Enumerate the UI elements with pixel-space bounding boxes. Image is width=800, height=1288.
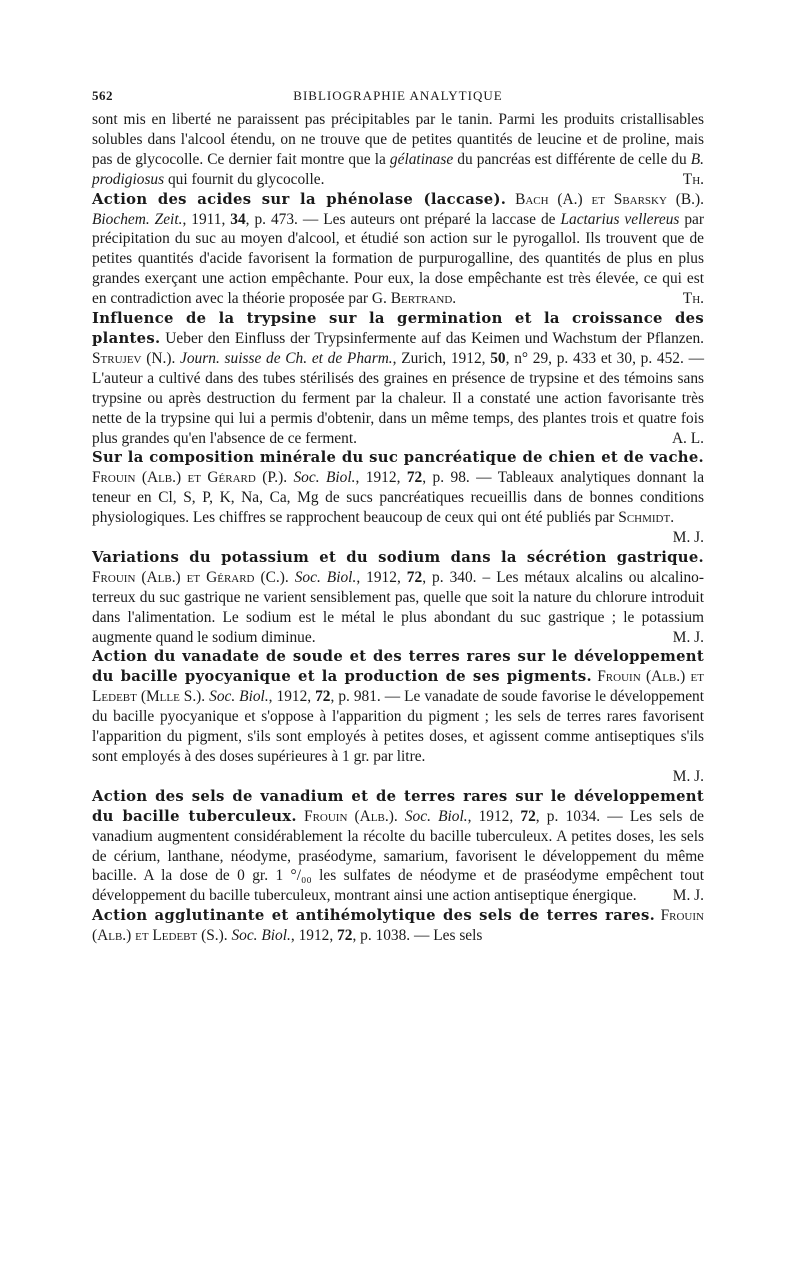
- entry-title: Action du vanadate de soude et des terres rares sur le développement du bacille pyocyanique et la production de ses pigments.: [92, 648, 704, 686]
- entry-authors: Frouin (Alb.) et Ledebt (S.).: [92, 907, 704, 945]
- entry-authors: Frouin (Alb.) et Gérard (P.).: [92, 469, 294, 487]
- signature: M. J.: [672, 767, 704, 785]
- signature: A. L.: [671, 429, 704, 447]
- entry-journal: Soc. Biol.: [209, 688, 269, 706]
- entry-title: Action agglutinante et antihémolytique des sels de terres rares.: [92, 907, 656, 925]
- bibliography-entry: Variations du potassium et du sodium dans la sécrétion gastrique. Frouin (Alb.) et Gérard (C.). Soc. Biol., 1912, 72, p. 340. – Les métaux alcalins ou alcalino-terreux du suc gastrique ne varient sensiblement pas, quelle que soit la nature du chlorure introduit dans l'alimentation. Le sodium est le métal le plus abondant du suc gastrique ; le potassium augmente quand le sodium diminue. M. J.: [92, 548, 704, 646]
- entry-title: Action des sels de vanadium et de terres rares sur le développement du bacille tuberculeux.: [92, 787, 704, 825]
- entry-volume: 72: [315, 688, 331, 706]
- bibliography-entry: Influence de la trypsine sur la germination et la croissance des plantes. Ueber den Einfluss der Trypsinfermente auf das Keimen und Wachstum der Pflanzen. Strujev (N.). Journ. suisse de Ch. et de Pharm., Zurich, 1912, 50, n° 29, p. 433 et 30, p. 452. — L'auteur a cultivé dans des tubes stérilisés des graines en présence de trypsine et des témoins sans trypsine ou après destruction du ferment par la chaleur. Il a constaté une action favorisante très nette de la trypsine qui lui a permis d'obtenir, dans un même temps, des plantes trois et quatre fois plus grandes qu'en l'absence de ce ferment. A. L.: [92, 310, 704, 447]
- entry-journal: Soc. Biol.: [293, 469, 356, 487]
- signature: M. J.: [672, 529, 704, 547]
- emphasis-gelatinase: gélatinase: [389, 150, 454, 168]
- entry-title: Influence de la trypsine sur la germination et la croissance des plantes.: [92, 310, 704, 347]
- body-text: [92, 110, 704, 946]
- entry-authors: Frouin (Alb.) et Ledebt (Mlle S.).: [92, 668, 704, 706]
- entry-species: Lactarius vellereus: [560, 210, 680, 228]
- cited-author: Bertrand: [390, 290, 453, 308]
- entry-title: Action des acides sur la phénolase (laccase).: [92, 190, 507, 208]
- entry-journal: Biochem. Zeit.: [92, 210, 183, 228]
- entry-journal: Soc. Biol.: [231, 927, 291, 945]
- entry-authors: Bach (A.) et Sbarsky (B.).: [506, 190, 704, 208]
- bibliography-entry: Action agglutinante et antihémolytique des sels de terres rares. Frouin (Alb.) et Ledebt (S.). Soc. Biol., 1912, 72, p. 1038. — Les sels: [92, 907, 704, 945]
- entry-volume: 50: [490, 349, 506, 367]
- entry-title: Sur la composition minérale du suc pancréatique de chien et de vache.: [92, 449, 704, 467]
- entry-authors: Strujev (N.).: [92, 349, 181, 367]
- signature: Th.: [682, 290, 704, 308]
- entry-authors: Frouin (Alb.) et Gérard (C.).: [92, 568, 295, 586]
- entry-volume: 34: [230, 210, 246, 228]
- entry-journal: Journ. suisse de Ch. et de Pharm.: [180, 349, 393, 367]
- entry-journal: Soc. Biol.: [404, 807, 468, 825]
- entry-volume: 72: [520, 807, 536, 825]
- entry-authors: Frouin (Alb.).: [296, 807, 405, 825]
- signature: Th.: [682, 170, 704, 188]
- bibliography-entry: Sur la composition minérale du suc pancréatique de chien et de vache. Frouin (Alb.) et Gérard (P.). Soc. Biol., 1912, 72, p. 98. — Tableaux analytiques donnant la teneur en Cl, S, P, K, Na, Ca, Mg de sucs pancréatiques recueillis dans de bonnes conditions physiologiques. Les chiffres se rapprochent beaucoup de ceux qui ont été publiés par Schmidt. M. J.: [92, 449, 705, 547]
- running-title: BIBLIOGRAPHIE ANALYTIQUE: [293, 88, 503, 103]
- running-head: [92, 84, 704, 110]
- entry-volume: 72: [406, 469, 423, 487]
- emphasis-species: B. prodigiosus: [92, 150, 704, 188]
- signature: M. J.: [672, 887, 704, 905]
- bibliography-entry: Action du vanadate de soude et des terres rares sur le développement du bacille pyocyanique et la production de ses pigments. Frouin (Alb.) et Ledebt (Mlle S.). Soc. Biol., 1912, 72, p. 981. — Le vanadate de soude favorise le développement du bacille pyocyanique et s'oppose à l'apparition du pigment ; les sels de terres rares favorisent l'apparition du pigment, s'ils sont employés à petites doses, et agissent comme antiseptiques s'ils sont employés à des doses supérieures à 1 gr. par litre.: [92, 648, 705, 765]
- bibliography-entry: Action des sels de vanadium et de terres rares sur le développement du bacille tuberculeux. Frouin (Alb.). Soc. Biol., 1912, 72, p. 1034. — Les sels de vanadium augmentent considérablement la récolte du bacille tuberculeux. A petites doses, les sels de cérium, lanthane, néodyme, praséodyme, samarium, favorisent le développement du même bacille. A la dose de 0 gr. 1 °/₀₀ les sulfates de néodyme et de praséodyme empêchent tout développement du bacille tuberculeux, montrant ainsi une action antiseptique énergique. M. J.: [92, 787, 705, 905]
- continuation-paragraph: sont mis en liberté ne paraissent pas précipitables par le tanin. Parmi les produits cristallisables solubles dans l'alcool étendu, on ne trouve que de petites quantités de leucine et de proline, mais pas de glycocolle. Ce dernier fait montre que la gélatinase du pancréas est différente de celle du B. prodigiosus qui fournit du glycocolle. Th.: [92, 111, 704, 188]
- entry-volume: 72: [337, 927, 353, 945]
- bibliography-entry: Action des acides sur la phénolase (laccase). Bach (A.) et Sbarsky (B.). Biochem. Zeit., 1911, 34, p. 473. — Les auteurs ont préparé la laccase de Lactarius vellereus par précipitation du suc au moyen d'alcool, et étudié son action sur le pyrogallol. Ils trouvent que de petites quantités d'acide favorisent la formation de purpurogalline, des quantités de plus en plus grandes exerçant une action empêchante. Pour eux, la dose empêchante est très élevée, ce qui est en contradiction avec la théorie proposée par G. Bertrand. Th.: [92, 190, 704, 308]
- signature: M. J.: [672, 628, 704, 646]
- cited-author: Schmidt: [618, 509, 671, 527]
- entry-volume: 72: [406, 568, 423, 586]
- entry-title: Variations du potassium et du sodium dans la sécrétion gastrique.: [92, 548, 704, 566]
- document-page: [92, 84, 704, 946]
- entry-journal: Soc. Biol.: [294, 568, 357, 586]
- page-number: 562: [92, 88, 113, 103]
